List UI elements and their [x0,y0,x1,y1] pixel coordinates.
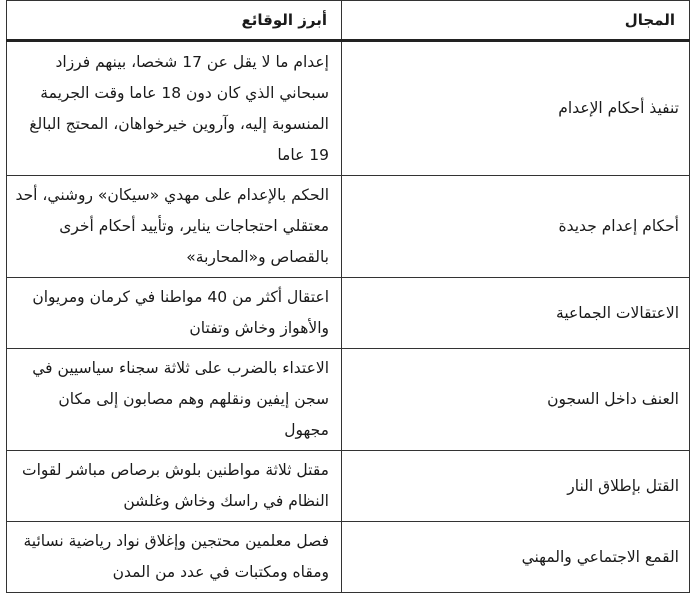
table-row [7,522,690,593]
events-cell: مقتل ثلاثة مواطنين بلوش برصاص مباشر لقوات النظام في راسك وخاش وغلشن [7,451,342,522]
table-row [7,41,690,176]
table-row [7,176,690,278]
events-cell: الحكم بالإعدام على مهدي «سيكان» روشني، أحد معتقلي احتجاجات يناير، وتأييد أحكام أخرى بالقصاص و«المحاربة» [7,176,342,278]
header-events: أبرز الوقائع [7,1,342,41]
table-header [7,1,690,41]
domain-cell: العنف داخل السجون [342,349,690,451]
domain-cell: القمع الاجتماعي والمهني [342,522,690,593]
domain-cell: الاعتقالات الجماعية [342,278,690,349]
table-row [7,349,690,451]
domain-cell: القتل بإطلاق النار [342,451,690,522]
events-cell: الاعتداء بالضرب على ثلاثة سجناء سياسيين في سجن إيفين ونقلهم وهم مصابون إلى مكان مجهول [7,349,342,451]
events-table [6,0,690,593]
events-cell: إعدام ما لا يقل عن 17 شخصا، بينهم فرزاد سبحاني الذي كان دون 18 عاما وقت الجريمة المنسوبة إليه، وآروين خيرخواهان، المحتج البالغ 19 عاما [7,41,342,176]
header-domain: المجال [342,1,690,41]
events-cell: فصل معلمين محتجين وإغلاق نواد رياضية نسائية ومقاه ومكتبات في عدد من المدن [7,522,342,593]
table-row [7,278,690,349]
domain-cell: تنفيذ أحكام الإعدام [342,41,690,176]
header-row [7,1,690,41]
table-body [7,41,690,593]
table-row [7,451,690,522]
events-cell: اعتقال أكثر من 40 مواطنا في كرمان ومريوان والأهواز وخاش وتفتان [7,278,342,349]
domain-cell: أحكام إعدام جديدة [342,176,690,278]
